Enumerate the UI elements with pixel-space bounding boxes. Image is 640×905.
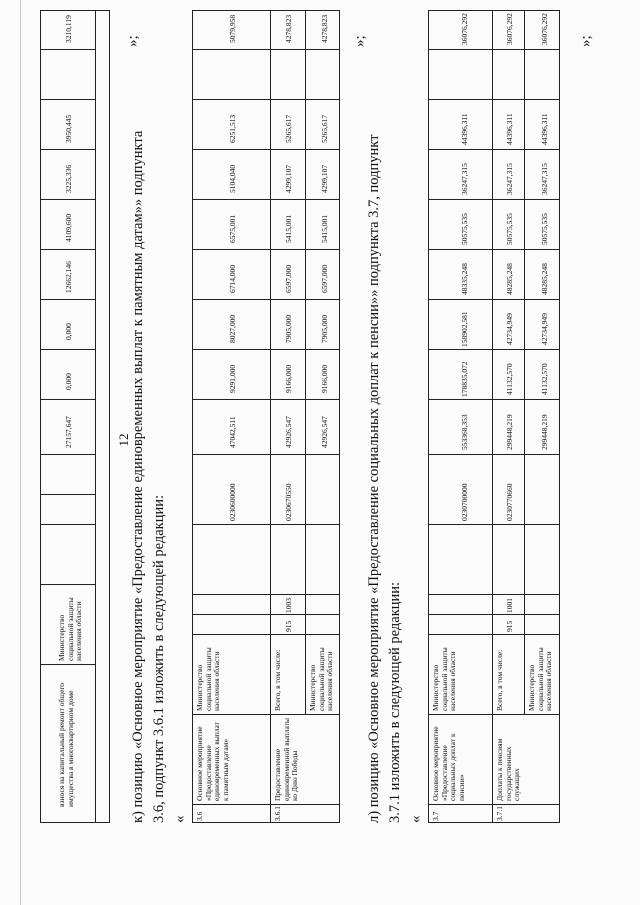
row-3-6-val-2: 8027,000 <box>228 314 237 343</box>
top-val-1: 0,000 <box>64 373 73 390</box>
row-3-6-1-val-6: 5265,617 <box>284 114 293 143</box>
row-3-6-val-5: 5104,040 <box>228 164 237 193</box>
row-3-7-1-val-0: 299448,219 <box>505 414 514 450</box>
row-3-7-val-5: 36247,315 <box>460 163 469 195</box>
row-3-7-1-val-7: 36076,292 <box>505 13 514 45</box>
top-val-2: 0,000 <box>64 323 73 340</box>
row-3-7-name: Основное мероприятие «Предоставление социальных доплат к пенсии» <box>431 726 466 801</box>
row-3-7-1b-val-2: 42734,949 <box>540 313 549 345</box>
row-3-7-1-num: 3.7.1 <box>495 806 504 821</box>
row-3-7-val-0: 553368,353 <box>460 414 469 450</box>
para-k-line1: к) позицию «Основное мероприятие «Предоставление единовременных выплат к памятным датам»» подпункта <box>130 130 146 823</box>
table-3-7-closing: »; <box>578 35 594 47</box>
row-3-7-1-name: Доплаты к пенсиям государственных служащих <box>495 738 521 801</box>
row-3-6-1-name: Предоставление единовременной выплаты ко Дню Победы <box>273 718 299 801</box>
para-l-quote: « <box>408 815 424 823</box>
row-3-7-1b-val-0: 299448,219 <box>540 414 549 450</box>
top-val-3: 12662,146 <box>64 261 73 293</box>
row-3-6-val-0: 47042,511 <box>228 416 237 448</box>
row-3-7-1b-val-5: 36247,315 <box>540 163 549 195</box>
top-val-6: 3950,445 <box>64 114 73 143</box>
row-3-7-1-rz: 1001 <box>505 598 514 613</box>
row-3-7-val-7: 36076,292 <box>460 13 469 45</box>
row-3-6-1b-val-6: 5265,617 <box>320 114 329 143</box>
top-closing: »; <box>125 35 141 47</box>
row-3-6-val-7: 5079,958 <box>228 14 237 43</box>
row-3-6-1-csr: 0230670550 <box>284 483 293 521</box>
row-3-7-1-grbs: 915 <box>505 620 514 632</box>
row-3-6-1-num: 3.6.1 <box>273 806 282 821</box>
row-3-7-1b-val-6: 44396,311 <box>540 113 549 145</box>
row-3-6-name: Основное мероприятие «Предоставление единовременных выплат к памятным датам» <box>195 722 230 801</box>
row-3-6-1b-val-4: 5415,001 <box>320 214 329 243</box>
row-3-7-1-executor: Всего, в том числе: <box>495 649 504 711</box>
row-3-7-1-val-3: 48285,248 <box>505 263 514 295</box>
row-3-7-val-3: 48335,248 <box>460 263 469 295</box>
row-3-6-1-val-7: 4278,823 <box>284 14 293 43</box>
row-3-7-executor: Министерство социальной защиты населения области <box>431 647 457 711</box>
row-3-6-val-6: 6251,513 <box>228 114 237 143</box>
top-val-0: 27157,647 <box>64 416 73 448</box>
top-val-5: 3225,336 <box>64 164 73 193</box>
row-3-6-1b-val-3: 6597,000 <box>320 264 329 293</box>
row-3-6-1-val-5: 4299,107 <box>284 164 293 193</box>
row-3-7-1-val-4: 50575,535 <box>505 213 514 245</box>
top-desc: взнося на капитальный ремонт общего имущества в многоквартирном доме <box>57 682 75 807</box>
top-val-4: 4109,600 <box>64 213 73 242</box>
row-3-6-1b-val-7: 4278,823 <box>320 14 329 43</box>
row-3-6-1-rz: 1003 <box>284 598 293 613</box>
row-3-6-val-3: 6714,000 <box>228 264 237 293</box>
row-3-6-1b-val-0: 42926,547 <box>320 416 329 448</box>
page-number: 12 <box>116 433 131 447</box>
row-3-6-executor: Министерство социальной защиты населения области <box>195 647 221 711</box>
top-executor: Министерство социальной защиты населения области <box>57 597 83 661</box>
table-3-6-closing: »; <box>352 35 368 47</box>
row-3-6-1-val-4: 5415,001 <box>284 214 293 243</box>
top-val-7: 3210,119 <box>64 15 73 43</box>
row-3-7-1-csr: 0230770660 <box>505 483 514 521</box>
row-3-7-val-6: 44396,311 <box>460 113 469 145</box>
row-3-6-1-grbs: 915 <box>284 620 293 632</box>
row-3-6-val-4: 6575,001 <box>228 214 237 243</box>
row-3-6-csr: 0230600000 <box>228 483 237 521</box>
para-l-line2: 3.7.1 изложить в следующей редакции: <box>387 581 403 823</box>
para-k-line2: 3.6, подпункт 3.6.1 изложить в следующей редакции: <box>151 494 167 823</box>
row-3-6-1-val-0: 42926,547 <box>284 416 293 448</box>
row-3-6-1-val-2: 7905,000 <box>284 314 293 343</box>
row-3-6-1-val-3: 6597,000 <box>284 264 293 293</box>
para-l-line1: л) позицию «Основное мероприятие «Предоставление социальных доплат к пенсии»» подпункта 3.7, подпункт <box>366 134 382 823</box>
row-3-6-1b-val-2: 7905,000 <box>320 314 329 343</box>
row-3-6-1b-executor: Министерство социальной защиты населения области <box>308 647 334 711</box>
row-3-6-1b-val-5: 4299,107 <box>320 164 329 193</box>
row-3-6-1-executor: Всего, в том числе: <box>273 649 282 711</box>
row-3-6-val-1: 9291,000 <box>228 364 237 393</box>
row-3-7-val-4: 50575,535 <box>460 213 469 245</box>
row-3-6-1b-val-1: 9166,000 <box>320 364 329 393</box>
row-3-7-1b-val-3: 48285,248 <box>540 263 549 295</box>
row-3-7-1-val-2: 42734,949 <box>505 313 514 345</box>
row-3-7-1b-val-1: 41132,570 <box>540 363 549 395</box>
para-k-quote: « <box>172 815 188 823</box>
row-3-7-csr: 0230700000 <box>460 483 469 521</box>
row-3-7-val-1: 178835,072 <box>460 361 469 397</box>
row-3-7-num: 3.7 <box>431 811 440 821</box>
row-3-7-1b-val-4: 50575,535 <box>540 213 549 245</box>
row-3-6-1-val-1: 9166,000 <box>284 364 293 393</box>
row-3-7-1b-executor: Министерство социальной защиты населения области <box>527 647 553 711</box>
row-3-7-1-val-6: 44396,311 <box>505 113 514 145</box>
row-3-7-val-2: 158902,581 <box>460 311 469 347</box>
row-3-7-1-val-5: 36247,315 <box>505 163 514 195</box>
row-3-7-1-val-1: 41132,570 <box>505 363 514 395</box>
row-3-7-1b-val-7: 36076,292 <box>540 13 549 45</box>
row-3-6-num: 3.6 <box>195 811 204 821</box>
